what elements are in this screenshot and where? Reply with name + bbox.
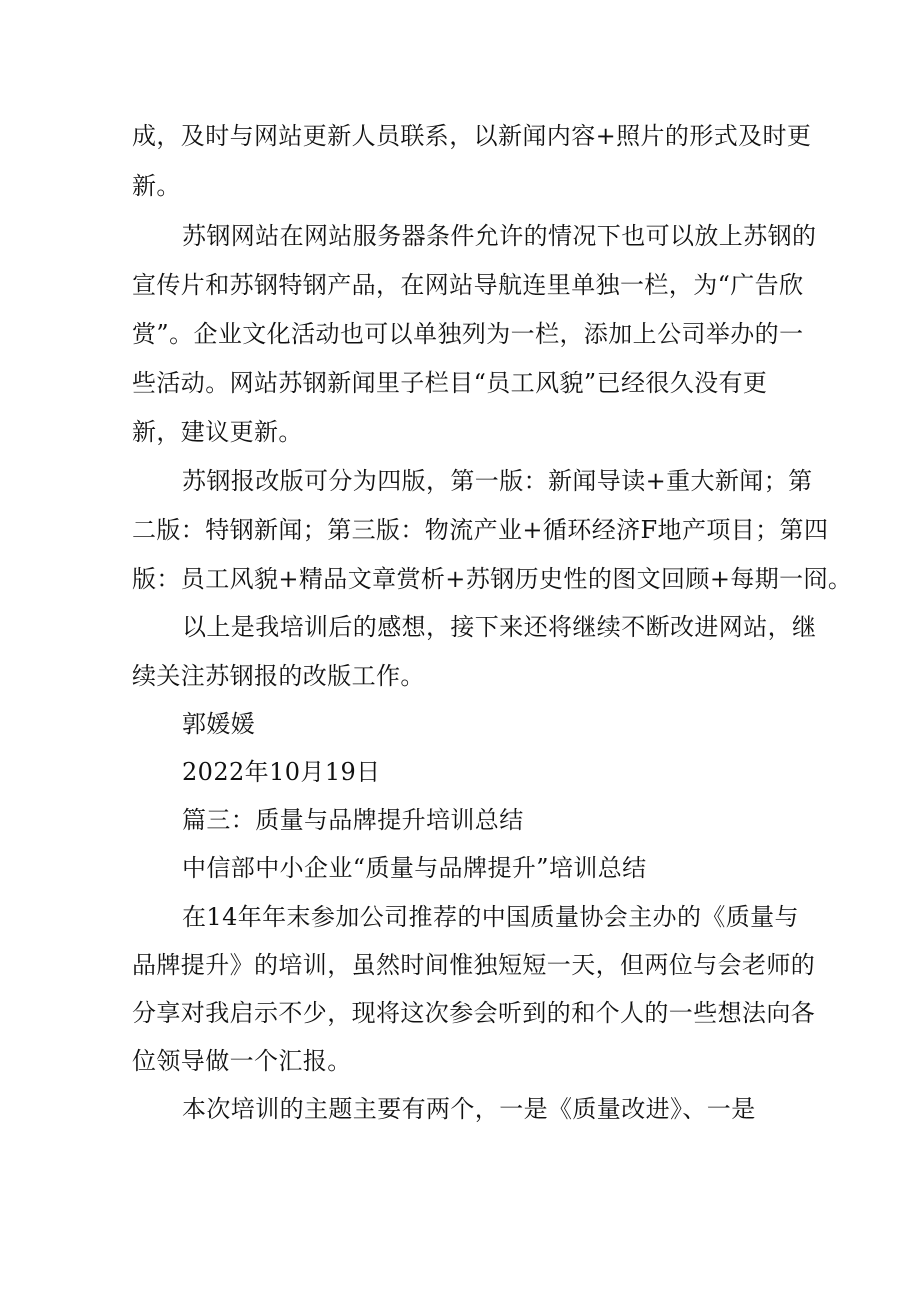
paragraph-line: 以上是我培训后的感想，接下来还将继续不断改进网站，继 bbox=[182, 613, 817, 641]
section-title: 篇三：质量与品牌提升培训总结 bbox=[182, 806, 524, 834]
paragraph-line: 二版：特钢新闻；第三版：物流产业+循环经济F地产项目；第四 bbox=[132, 516, 829, 544]
paragraph-line: 分享对我启示不少，现将这次参会听到的和个人的一些想法向各 bbox=[132, 999, 816, 1027]
paragraph-line: 位领导做一个汇报。 bbox=[132, 1047, 352, 1075]
document-date: 2022年10月19日 bbox=[182, 758, 381, 786]
paragraph-line: 版：员工风貌+精品文章赏析+苏钢历史性的图文回顾+每期一冏。 bbox=[132, 565, 853, 593]
paragraph-line: 宣传片和苏钢特钢产品，在网站导航连里单独一栏，为“广告欣 bbox=[132, 271, 804, 299]
paragraph-line: 赏”。企业文化活动也可以单独列为一栏，添加上公司举办的一 bbox=[132, 320, 804, 348]
paragraph-line: 续关注苏钢报的改版工作。 bbox=[132, 662, 425, 690]
paragraph-line: 新，建议更新。 bbox=[132, 418, 303, 446]
section-subtitle: 中信部中小企业“质量与品牌提升”培训总结 bbox=[182, 854, 647, 882]
paragraph-line: 在14年年末参加公司推荐的中国质量协会主办的《质量与 bbox=[182, 903, 799, 931]
paragraph-line: 苏钢网站在网站服务器条件允许的情况下也可以放上苏钢的 bbox=[182, 222, 817, 250]
paragraph-line: 新。 bbox=[132, 172, 181, 200]
paragraph-line: 些活动。网站苏钢新闻里子栏目“员工风貌”已经很久没有更 bbox=[132, 369, 768, 397]
author-name: 郭媛媛 bbox=[182, 710, 256, 738]
paragraph-line: 苏钢报改版可分为四版，第一版：新闻导读+重大新闻；第 bbox=[182, 467, 813, 495]
paragraph-line: 成，及时与网站更新人员联系，以新闻内容+照片的形式及时更 bbox=[132, 122, 812, 150]
paragraph-line: 本次培训的主题主要有两个，一是《质量改进》、一是 bbox=[182, 1095, 756, 1123]
paragraph-line: 品牌提升》的培训，虽然时间惟独短短一天，但两位与会老师的 bbox=[132, 951, 816, 979]
